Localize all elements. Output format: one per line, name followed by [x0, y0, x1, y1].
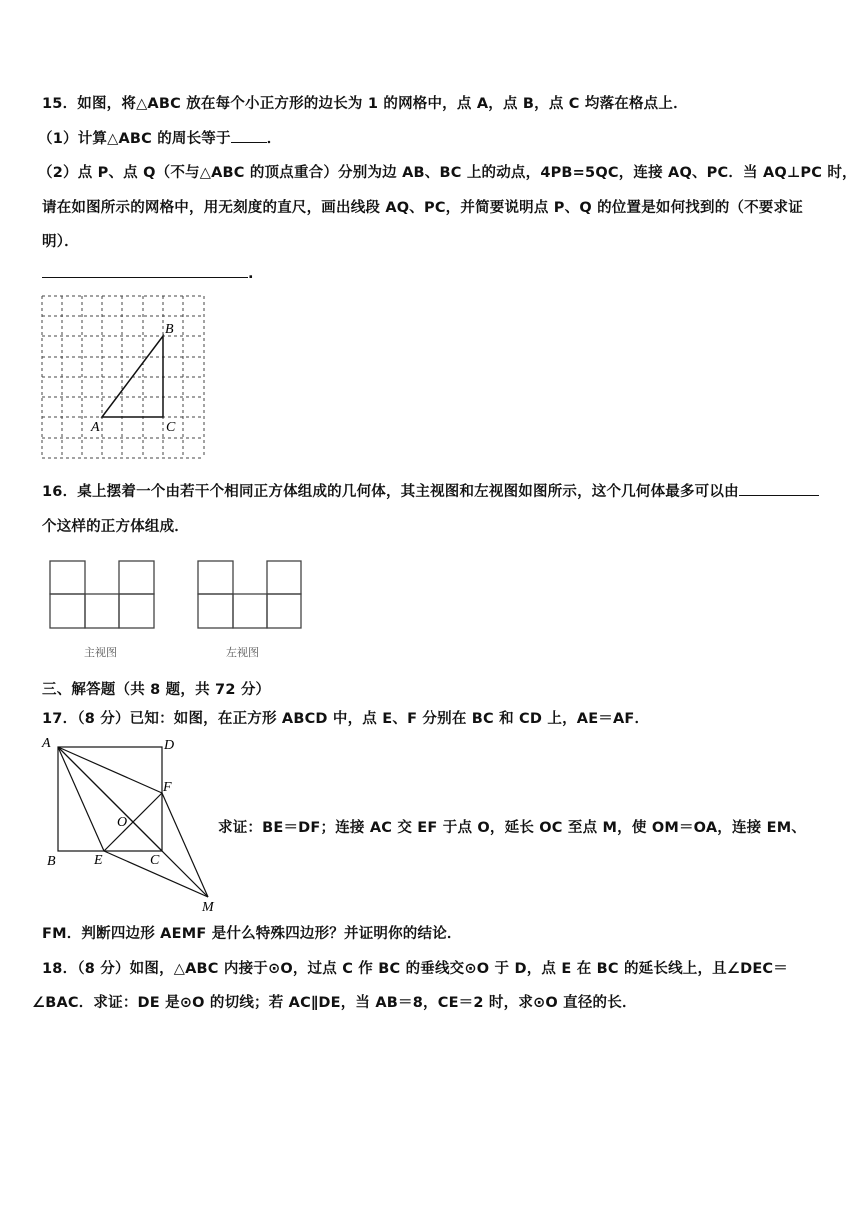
q15-part1-suffix: ． — [266, 131, 282, 147]
q15-label-a: A — [91, 420, 100, 435]
q17-label-d: D — [164, 738, 175, 753]
q16-left-view — [198, 561, 301, 628]
q17-label-b: B — [47, 854, 56, 869]
q16-caption-front: 主视图 — [84, 646, 117, 659]
q16-line1 — [42, 480, 819, 501]
q15-part2-line1: （2）点 P、点 Q（不与△ABC 的顶点重合）分别为边 AB、BC 上的动点，4PB=5QC，连接 AQ、PC．当 AQ⊥PC 时， — [38, 165, 857, 181]
q17-line2: 求证：BE＝DF；连接 AC 交 EF 于点 O，延长 OC 至点 M，使 OM＝OA，连接 EM、 — [218, 820, 807, 836]
q16-caption-left: 左视图 — [226, 646, 259, 659]
q15-part2-line2: 请在如图所示的网格中，用无刻度的直尺，画出线段 AQ、PC，并简要说明点 P、Q 的位置是如何找到的（不要求证 — [42, 200, 803, 216]
q17-figure — [58, 747, 208, 897]
q15-label-b: B — [165, 322, 174, 337]
q17-label-c: C — [150, 853, 160, 868]
q17-label-m: M — [202, 900, 214, 915]
q16-line1-text: 16．桌上摆着一个由若干个相同正方体组成的几何体，其主视图和左视图如图所示，这个几何体最多可以由 — [42, 484, 739, 500]
q17-label-o: O — [117, 815, 128, 830]
q15-label-c: C — [166, 420, 176, 435]
q16-line2: 个这样的正方体组成． — [42, 519, 189, 535]
q16-front-view — [50, 561, 154, 628]
q15-answer-suffix: . — [248, 266, 254, 282]
q15-part2-line3: 明）． — [42, 234, 79, 250]
q17-label-e: E — [94, 853, 103, 868]
q15-triangle-abc — [102, 336, 163, 417]
q16-answer-blank[interactable] — [739, 481, 819, 496]
q17-label-f: F — [163, 780, 172, 795]
q17-label-a: A — [42, 736, 51, 751]
q15-part1-prefix: （1）计算△ABC 的周长等于 — [38, 131, 231, 147]
section3-heading: 三、解答题（共 8 题，共 72 分） — [42, 682, 271, 698]
q18-line2: ∠BAC．求证：DE 是⊙O 的切线；若 AC∥DE，当 AB＝8，CE＝2 时，求⊙O 直径的长． — [32, 995, 637, 1011]
q15-dashed-grid — [42, 296, 204, 458]
q18-line1: 18．（8 分）如图，△ABC 内接于⊙O，过点 C 作 BC 的垂线交⊙O 于 D，点 E 在 BC 的延长线上，且∠DEC＝ — [42, 961, 788, 977]
q15-stem: 15．如图，将△ABC 放在每个小正方形的边长为 1 的网格中，点 A，点 B，点 C 均落在格点上． — [42, 96, 688, 112]
q17-line3: FM．判断四边形 AEMF 是什么特殊四边形？并证明你的结论． — [42, 926, 462, 942]
q17-line1: 17．（8 分）已知：如图，在正方形 ABCD 中，点 E、F 分别在 BC 和 CD 上，AE＝AF． — [42, 711, 650, 727]
